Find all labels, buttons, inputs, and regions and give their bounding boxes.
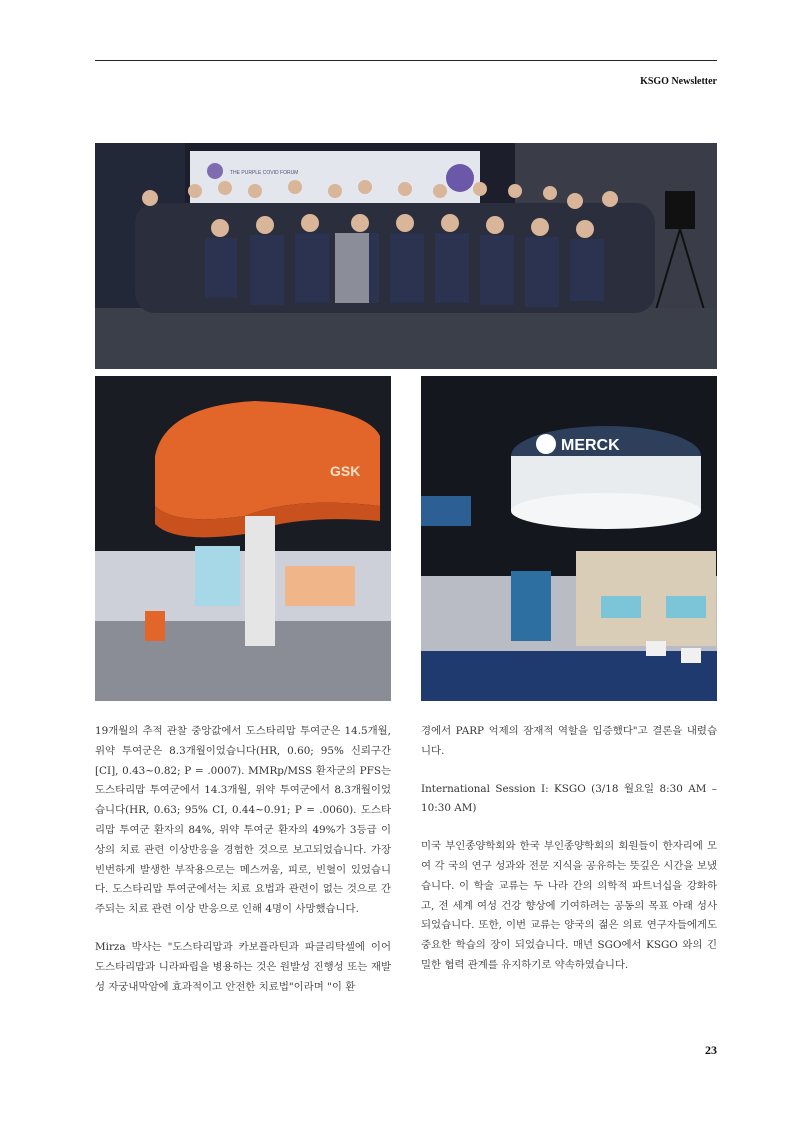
- paragraph: Mirza 박사는 "도스타리맙과 카보플라틴과 파클리탁셀에 이어 도스타리맙과 니라파립을 병용하는 것은 원발성 진행성 또는 재발성 자궁내막암에 효과적이고 안전한 치료법"이라며 "이 환: [95, 940, 391, 993]
- right-text-column: [421, 722, 717, 994]
- merck-sign-text: MERCK: [561, 437, 620, 454]
- merck-booth-photo: [421, 376, 717, 701]
- header-rule: [95, 60, 717, 61]
- banner-text: THE PURPLE COVID FORUM: [230, 170, 299, 176]
- paragraph: 미국 부인종양학회와 한국 부인종양학회의 회원들이 한자리에 모여 각 국의 연구 성과와 전문 지식을 공유하는 뜻깊은 시간을 보냈습니다. 이 학술 교류는 두 나라 간의 의학적 파트너십을 강화하고, 전 세계 여성 건강 향상에 기여하려는 공동의 목표 아래 성사되었습니다. 또한, 이번 교류는 양국의 젊은 의료 연구자들에게도 중요한 학습의 장이 되었습니다. 매년 SGO에서 KSGO 와의 긴밀한 협력 관계를 유지하기로 약속하였습니다.: [421, 840, 717, 971]
- section-heading: International Session I: KSGO (3/18 월요일 8:30 AM – 10:30 AM): [421, 782, 717, 815]
- gsk-sign-text: GSK: [330, 463, 361, 479]
- left-text-column: [95, 722, 391, 1015]
- group-photo: [95, 143, 717, 369]
- newsletter-title: KSGO Newsletter: [640, 76, 717, 87]
- page-number: 23: [705, 1043, 717, 1057]
- paragraph: 19개월의 추적 관찰 중앙값에서 도스타리맙 투여군은 14.5개월, 위약 투여군은 8.3개월이었습니다(HR, 0.60; 95% 신뢰구간[CI], 0.43~0.82; P = .0007). MMRp/MSS 환자군의 PFS는 도스타리맙 투여군에서 14.3개월, 위약 투여군에서 8.3개월이었습니다(HR, 0.63; 95% CI, 0.44~0.91; P = .0060). 도스타리맙 투여군 환자의 84%, 위약 투여군 환자의 49%가 3등급 이상의 치료 관련 이상반응을 경험한 것으로 보고되었습니다. 가장 빈번하게 발생한 부작용으로는 메스꺼움, 피로, 빈혈이 있었습니다. 도스타리맙 투여군에서는 치료 요법과 관련이 없는 것으로 간주되는 치료 관련 이상 반응으로 인해 4명이 사망했습니다.: [95, 725, 391, 916]
- gsk-booth-photo: [95, 376, 391, 701]
- paragraph: 경에서 PARP 억제의 잠재적 역할을 입증했다"고 결론을 내렸습니다.: [421, 725, 717, 757]
